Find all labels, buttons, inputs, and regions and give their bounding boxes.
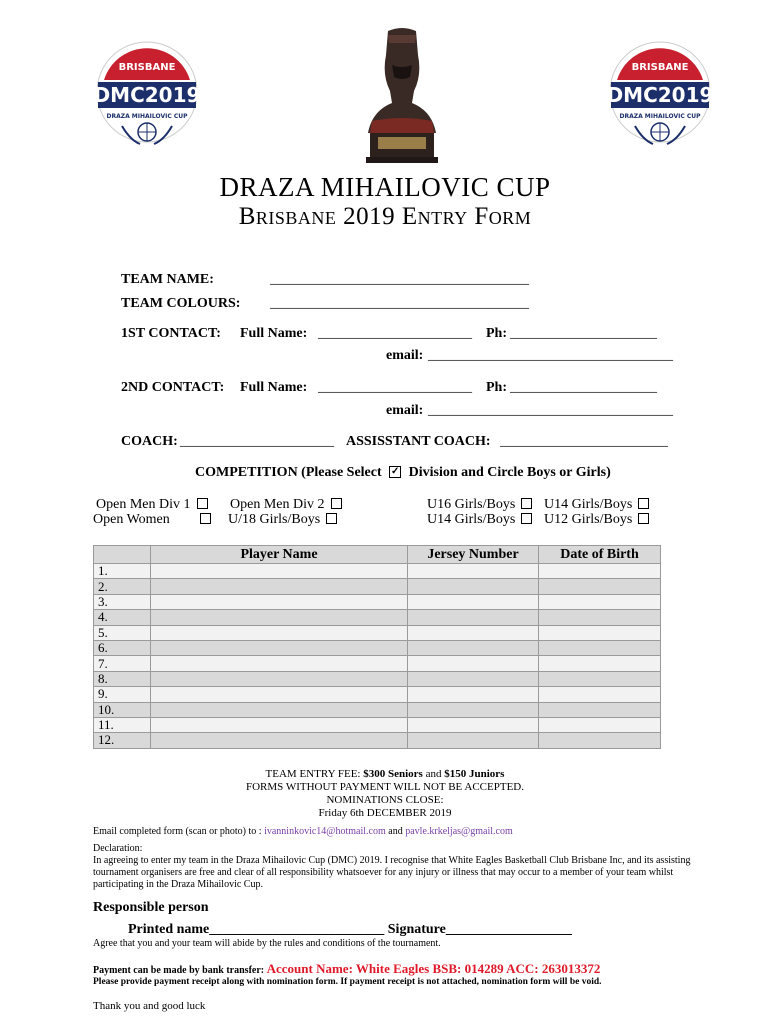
checkbox-icon[interactable]	[197, 498, 208, 509]
option-open-men-div1[interactable]	[96, 497, 208, 513]
row-number: 7.	[94, 656, 151, 671]
table-row	[94, 564, 661, 579]
fee-label: TEAM ENTRY FEE:	[265, 768, 364, 780]
nominations-close: NOMINATIONS CLOSE:	[326, 794, 444, 806]
player-name-cell[interactable]	[151, 717, 408, 732]
option-label: Open Men Div 1	[96, 497, 191, 512]
player-name-cell[interactable]	[151, 702, 408, 717]
page-subtitle: Brisbane 2019 Entry Form	[238, 203, 532, 230]
table-row	[94, 579, 661, 594]
contact2-ph-field[interactable]: _____________________	[510, 380, 657, 395]
table-row	[94, 702, 661, 717]
player-name-cell[interactable]	[151, 671, 408, 686]
logo-sub-text: DRAZA MIHAILOVIC CUP	[106, 113, 188, 120]
team-colours-label: TEAM COLOURS:	[121, 296, 241, 311]
header-player-name: Player Name	[151, 546, 408, 564]
contact1-label: 1ST CONTACT:	[121, 326, 221, 341]
fees-block	[0, 768, 770, 820]
jersey-number-cell[interactable]	[408, 717, 539, 732]
contact1-ph-label: Ph:	[486, 326, 507, 341]
option-open-men-div2[interactable]	[230, 497, 342, 513]
player-name-cell[interactable]	[151, 733, 408, 748]
date-of-birth-cell[interactable]	[539, 610, 661, 625]
player-name-cell[interactable]	[151, 625, 408, 640]
logo-sub-text: DRAZA MIHAILOVIC CUP	[619, 113, 701, 120]
thank-you: Thank you and good luck	[93, 1000, 206, 1012]
option-label: U16 Girls/Boys	[427, 497, 516, 512]
email-note-and: and	[385, 826, 406, 837]
logo-main-text: DMC2019	[606, 83, 714, 107]
table-row	[94, 640, 661, 655]
table-row	[94, 610, 661, 625]
jersey-number-cell[interactable]	[408, 564, 539, 579]
table-row	[94, 687, 661, 702]
header-number	[94, 546, 151, 564]
row-number: 12.	[94, 733, 151, 748]
option-u18[interactable]	[228, 512, 337, 528]
jersey-number-cell[interactable]	[408, 579, 539, 594]
trophy-bust-image	[352, 25, 452, 165]
date-of-birth-cell[interactable]	[539, 640, 661, 655]
coach-field[interactable]: ______________________	[180, 434, 334, 449]
option-label: Open Men Div 2	[230, 497, 325, 512]
logo-top-text: BRISBANE	[631, 62, 689, 73]
jersey-number-cell[interactable]	[408, 640, 539, 655]
option-open-women[interactable]	[93, 512, 211, 528]
email-link-1[interactable]: ivanninkovic14@hotmail.com	[264, 826, 386, 837]
table-row	[94, 671, 661, 686]
table-row	[94, 733, 661, 748]
row-number: 8.	[94, 671, 151, 686]
date-of-birth-cell[interactable]	[539, 564, 661, 579]
competition-heading-after: Division and Circle Boys or Girls)	[408, 465, 611, 480]
checkbox-icon[interactable]	[521, 498, 532, 509]
option-label: U14 Girls/Boys	[427, 512, 516, 527]
logo-main-text: DMC2019	[93, 83, 201, 107]
responsible-heading: Responsible person	[93, 900, 209, 915]
contact2-fullname-field[interactable]: ______________________	[318, 380, 472, 395]
close-date: Friday 6th DECEMBER 2019	[318, 807, 452, 819]
player-name-cell[interactable]	[151, 656, 408, 671]
table-row	[94, 717, 661, 732]
row-number: 1.	[94, 564, 151, 579]
team-colours-field[interactable]: _____________________________________	[270, 296, 529, 311]
checkbox-icon[interactable]	[521, 513, 532, 524]
player-name-cell[interactable]	[151, 564, 408, 579]
fee-line	[0, 768, 770, 781]
jersey-number-cell[interactable]	[408, 656, 539, 671]
jersey-number-cell[interactable]	[408, 671, 539, 686]
row-number: 3.	[94, 594, 151, 609]
assistant-coach-label: ASSISSTANT COACH:	[346, 434, 491, 449]
agree-text: Agree that you and your team will abide by the rules and conditions of the tournament.	[93, 938, 441, 949]
jersey-number-cell[interactable]	[408, 687, 539, 702]
contact1-fullname-field[interactable]: ______________________	[318, 326, 472, 341]
page-title: DRAZA MIHAILOVIC CUP	[219, 172, 551, 202]
date-of-birth-cell[interactable]	[539, 733, 661, 748]
option-u14a[interactable]	[544, 497, 649, 513]
option-label: Open Women	[93, 512, 170, 527]
row-number: 6.	[94, 640, 151, 655]
row-number: 9.	[94, 687, 151, 702]
option-u16[interactable]	[427, 497, 532, 513]
fee-seniors: $300 Seniors	[363, 768, 423, 780]
date-of-birth-cell[interactable]	[539, 671, 661, 686]
jersey-number-cell[interactable]	[408, 733, 539, 748]
signature-line[interactable]: Printed name_________________________ Signature__________________	[128, 922, 572, 937]
contact1-email-field[interactable]: ___________________________________	[428, 348, 673, 363]
jersey-number-cell[interactable]	[408, 625, 539, 640]
competition-heading-before: COMPETITION (Please Select	[195, 465, 382, 480]
date-of-birth-cell[interactable]	[539, 579, 661, 594]
fee-and: and	[422, 768, 445, 780]
table-row	[94, 594, 661, 609]
date-of-birth-cell[interactable]	[539, 687, 661, 702]
logo-top-text: BRISBANE	[118, 62, 176, 73]
date-of-birth-cell[interactable]	[539, 625, 661, 640]
checkbox-checked-icon: ✓	[390, 465, 400, 477]
email-note-prefix: Email completed form (scan or photo) to :	[93, 826, 265, 837]
contact1-email-label: email:	[386, 348, 424, 363]
row-number: 2.	[94, 579, 151, 594]
dmc-logo-left	[92, 40, 202, 155]
checkbox-icon[interactable]	[331, 498, 342, 509]
table-header-row	[94, 546, 661, 564]
player-name-cell[interactable]	[151, 640, 408, 655]
player-name-cell[interactable]	[151, 610, 408, 625]
table-row	[94, 656, 661, 671]
contact1-ph-field[interactable]: _____________________	[510, 326, 657, 341]
option-u12[interactable]	[544, 512, 649, 528]
team-name-field[interactable]: _____________________________________	[270, 272, 529, 287]
declaration	[93, 843, 718, 891]
option-label: U12 Girls/Boys	[544, 512, 633, 527]
row-number: 11.	[94, 717, 151, 732]
team-name-label: TEAM NAME:	[121, 272, 214, 287]
row-number: 4.	[94, 610, 151, 625]
option-u14b[interactable]	[427, 512, 532, 528]
payment-line	[93, 961, 600, 977]
payment-warning: FORMS WITHOUT PAYMENT WILL NOT BE ACCEPTED.	[246, 781, 524, 793]
payment-prefix: Payment can be made by bank transfer:	[93, 965, 267, 976]
checkbox-icon[interactable]	[200, 513, 211, 524]
contact2-label: 2ND CONTACT:	[121, 380, 225, 395]
bank-account-details: Account Name: White Eagles BSB: 014289 ACC: 263013372	[266, 961, 601, 976]
assistant-coach-field[interactable]: ________________________	[500, 434, 668, 449]
contact2-ph-label: Ph:	[486, 380, 507, 395]
email-note	[93, 826, 513, 838]
table-row	[94, 625, 661, 640]
player-name-cell[interactable]	[151, 579, 408, 594]
date-of-birth-cell[interactable]	[539, 656, 661, 671]
option-label: U14 Girls/Boys	[544, 497, 633, 512]
jersey-number-cell[interactable]	[408, 702, 539, 717]
players-table	[93, 545, 661, 749]
jersey-number-cell[interactable]	[408, 594, 539, 609]
declaration-title: Declaration:	[93, 843, 143, 854]
contact2-fullname-label: Full Name:	[240, 380, 308, 395]
checkbox-icon[interactable]	[638, 498, 649, 509]
email-link-2[interactable]: pavle.krkeljas@gmail.com	[405, 826, 513, 837]
player-name-cell[interactable]	[151, 687, 408, 702]
declaration-text: In agreeing to enter my team in the Draza Mihailovic Cup (DMC) 2019. I recognise that White Eagles Basketball Club Brisbane Inc, and its assisting tournament organisers are free and clear of all responsibility whatsoever for any injury or illness that may occur to a member of your team whilst participating in the Draza Mihailovic Cup.	[93, 855, 691, 890]
receipt-note: Please provide payment receipt along with nomination form. If payment receipt is not attached, nomination form will be void.	[93, 977, 602, 987]
player-name-cell[interactable]	[151, 594, 408, 609]
checkbox-icon[interactable]	[638, 513, 649, 524]
fee-juniors: $150 Juniors	[444, 768, 505, 780]
option-label: U/18 Girls/Boys	[228, 512, 321, 527]
date-of-birth-cell[interactable]	[539, 702, 661, 717]
contact2-email-label: email:	[386, 403, 424, 418]
competition-heading	[195, 465, 611, 481]
coach-label: COACH:	[121, 434, 178, 449]
contact1-fullname-label: Full Name:	[240, 326, 308, 341]
date-of-birth-cell[interactable]	[539, 717, 661, 732]
contact2-email-field[interactable]: ___________________________________	[428, 403, 673, 418]
row-number: 5.	[94, 625, 151, 640]
checkbox-icon[interactable]	[326, 513, 337, 524]
header-date-of-birth: Date of Birth	[539, 546, 661, 564]
header-jersey-number: Jersey Number	[408, 546, 539, 564]
dmc-logo-right	[605, 40, 715, 155]
date-of-birth-cell[interactable]	[539, 594, 661, 609]
jersey-number-cell[interactable]	[408, 610, 539, 625]
row-number: 10.	[94, 702, 151, 717]
